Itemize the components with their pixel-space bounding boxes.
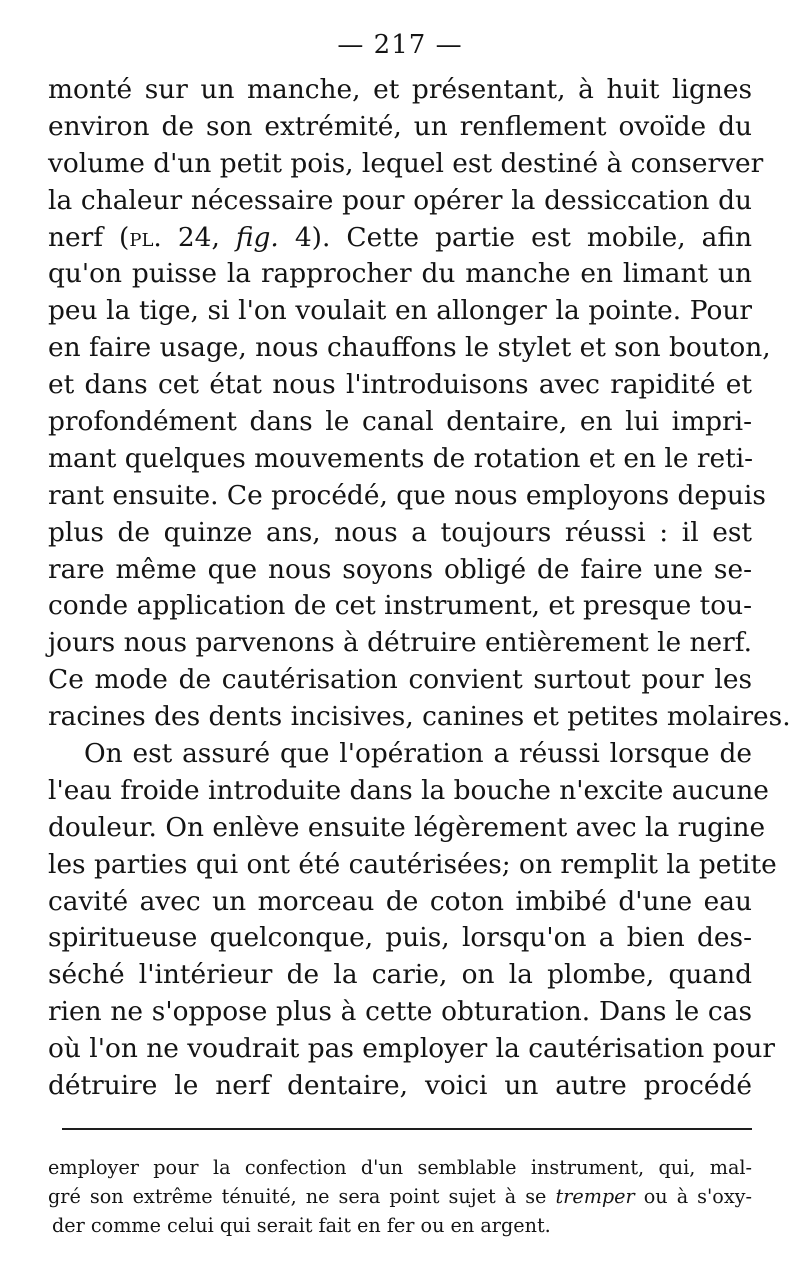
text-run: gré son extrême ténuité, ne sera point sujet à se bbox=[48, 1185, 556, 1208]
footnote-line bbox=[48, 1182, 752, 1211]
text-line: peu la tige, si l'on voulait en allonger la pointe. Pour bbox=[48, 295, 752, 327]
footnote-line: der comme celui qui serait fait en fer ou en argent. bbox=[52, 1214, 551, 1237]
text-run: nerf ( bbox=[48, 221, 130, 253]
page-number: — 217 — bbox=[337, 30, 463, 60]
text-line: spiritueuse quelconque, puis, lorsqu'on a bien des- bbox=[48, 922, 752, 954]
paragraph-start-line: On est assuré que l'opération a réussi lorsque de bbox=[84, 738, 752, 770]
text-line: conde application de cet instrument, et presque tou- bbox=[48, 590, 752, 622]
text-line: volume d'un petit pois, lequel est destiné à conserver bbox=[48, 147, 764, 179]
text-line: rien ne s'oppose plus à cette obturation. Dans le cas bbox=[48, 996, 752, 1028]
paragraph-end-line: racines des dents incisives, canines et petites molaires. bbox=[48, 701, 791, 733]
text-line: les parties qui ont été cautérisées; on remplit la petite bbox=[48, 848, 777, 880]
text-run: ou à s'oxy- bbox=[634, 1185, 752, 1208]
text-line: monté sur un manche, et présentant, à huit lignes bbox=[48, 74, 752, 105]
text-line: détruire le nerf dentaire, voici un autre procédé bbox=[48, 1070, 752, 1102]
text-line: la chaleur nécessaire pour opérer la dessiccation du bbox=[48, 184, 752, 216]
text-line: plus de quinze ans, nous a toujours réussi : il est bbox=[48, 516, 752, 548]
text-run: 4). Cette partie est mobile, afin bbox=[278, 221, 752, 253]
text-line: jours nous parvenons à détruire entièrement le nerf. bbox=[48, 627, 752, 659]
text-line: douleur. On enlève ensuite légèrement avec la rugine bbox=[48, 811, 766, 843]
text-line: Ce mode de cautérisation convient surtout pour les bbox=[48, 664, 752, 696]
text-line: et dans cet état nous l'introduisons avec rapidité et bbox=[48, 369, 752, 401]
text-line: qu'on puisse la rapprocher du manche en limant un bbox=[48, 258, 752, 290]
text-line: séché l'intérieur de la carie, on la plombe, quand bbox=[48, 959, 752, 991]
body-text bbox=[48, 72, 791, 1105]
figure-reference: fig. bbox=[235, 221, 279, 253]
footnote bbox=[48, 1153, 752, 1240]
text-line: mant quelques mouvements de rotation et en le reti- bbox=[48, 442, 754, 474]
text-line: rant ensuite. Ce procédé, que nous employons depuis bbox=[48, 479, 766, 511]
text-line: environ de son extrémité, un renflement ovoïde du bbox=[48, 110, 752, 142]
text-run: 24, bbox=[161, 221, 236, 253]
text-line: où l'on ne voudrait pas employer la cautérisation pour bbox=[48, 1033, 776, 1065]
text-line: rare même que nous soyons obligé de faire une se- bbox=[48, 553, 752, 585]
text-line: cavité avec un morceau de coton imbibé d'une eau bbox=[48, 885, 752, 917]
text-line: l'eau froide introduite dans la bouche n'excite aucune bbox=[48, 774, 769, 806]
plate-reference: pl. bbox=[129, 221, 162, 253]
text-line: profondément dans le canal dentaire, en lui impri- bbox=[48, 406, 752, 438]
text-line: en faire usage, nous chauffons le stylet et son bouton, bbox=[48, 332, 771, 364]
footnote-line: employer pour la confection d'un semblable instrument, qui, mal- bbox=[48, 1156, 752, 1179]
italic-term: tremper bbox=[555, 1185, 635, 1208]
footnote-separator bbox=[62, 1128, 752, 1130]
text-line bbox=[48, 220, 752, 257]
